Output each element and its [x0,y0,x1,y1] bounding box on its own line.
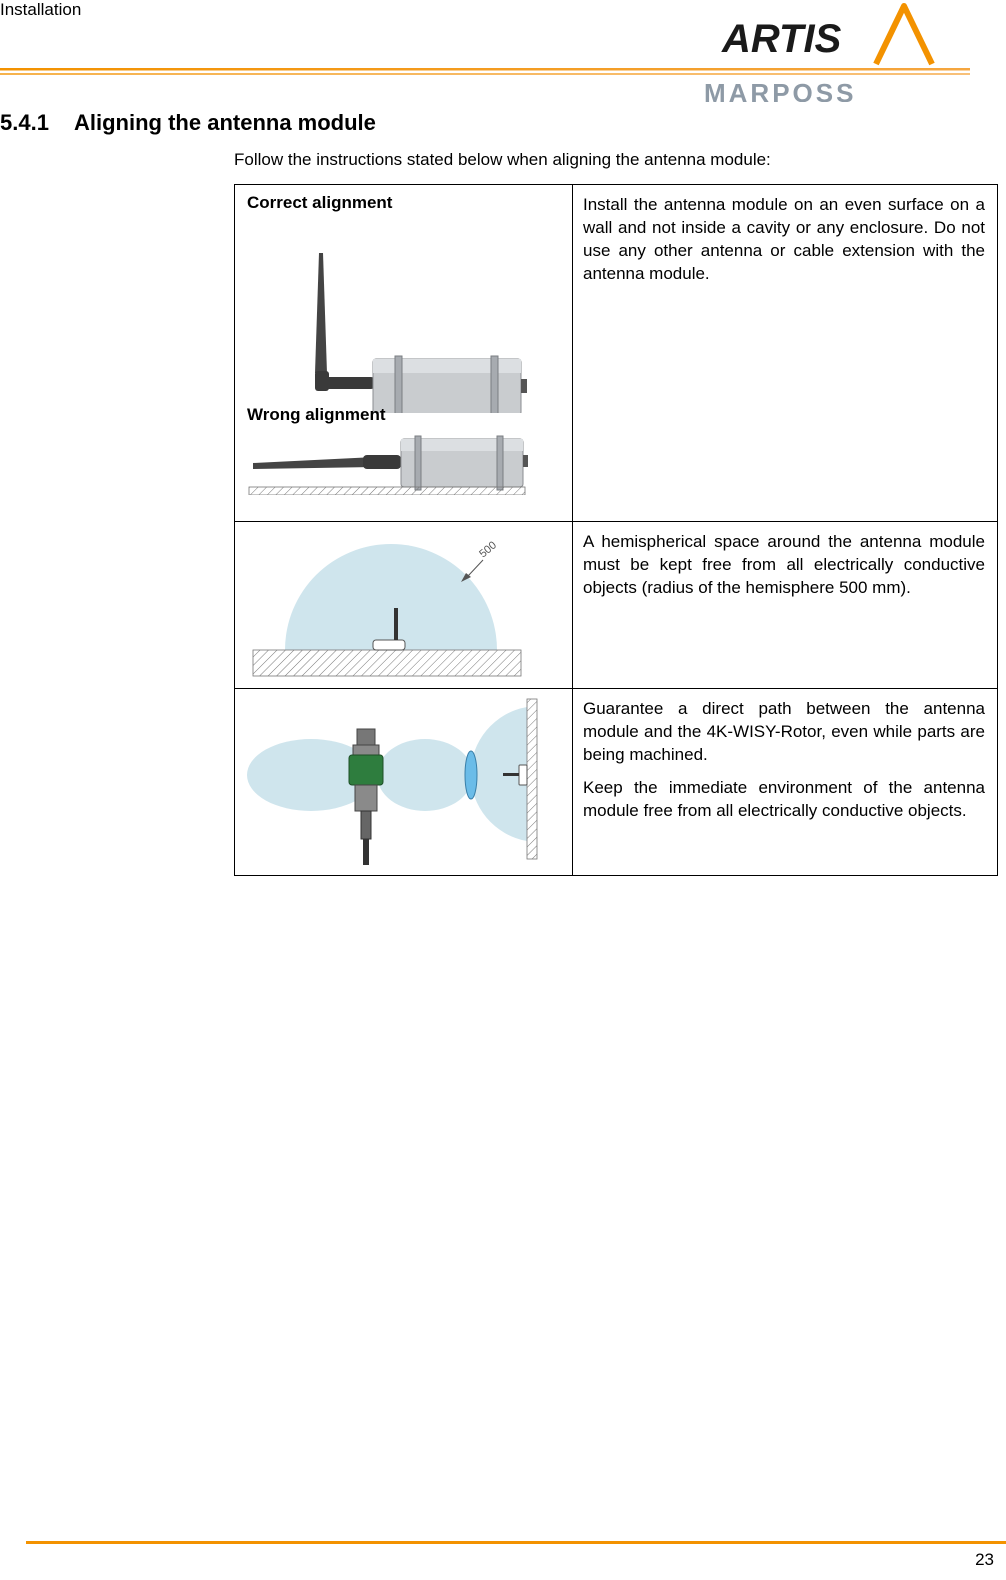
logo-brand-text: ARTIS [722,17,842,61]
hemisphere-text-cell [573,522,998,689]
table-row-hemisphere [235,522,998,689]
logo-sub-brand-text: MARPOSS [704,78,857,102]
alignment-instruction-text: Install the antenna module on an even surface on a wall and not inside a cavity or any enclosure. Do not use any other antenna or cable extension with the antenna module. [583,195,985,283]
section-heading [0,110,376,136]
alignment-text-cell [573,185,998,522]
table-row-alignment [235,185,998,522]
hemisphere-instruction-text: A hemispherical space around the antenna module must be kept free from all electrically conductive objects (radius of the hemisphere 500 mm). [583,532,985,597]
footer-rule [26,1541,1006,1544]
hemisphere-radius-label: 500 [477,539,499,561]
alignment-instructions-table [234,184,998,876]
direct-path-figure-cell [235,689,573,876]
hemisphere-figure-cell [235,522,573,689]
hemisphere-illustration [235,522,572,688]
artis-marposs-logo [700,2,972,102]
caption-wrong-alignment: Wrong alignment [247,405,386,424]
section-number: 5.4.1 [0,110,49,135]
direct-path-instruction-text: Guarantee a direct path between the antenna module and the 4K-WISY-Rotor, even while parts are being machined. [583,699,985,764]
direct-path-text-cell [573,689,998,876]
table-row-direct-path [235,689,998,876]
caption-correct-alignment: Correct alignment [247,193,393,212]
alignment-figures-cell [235,185,573,522]
section-title: Aligning the antenna module [74,110,376,135]
environment-instruction-text: Keep the immediate environment of the antenna module free from all electrically conductive objects. [583,778,985,820]
direct-path-illustration [235,689,572,875]
correct-alignment-illustration [235,213,572,413]
intro-text: Follow the instructions stated below when aligning the antenna module: [234,150,771,169]
wrong-alignment-illustration [235,425,572,495]
page-number: 23 [975,1550,994,1569]
header-section-label: Installation [0,0,82,19]
logo-triangle-icon [876,6,932,64]
